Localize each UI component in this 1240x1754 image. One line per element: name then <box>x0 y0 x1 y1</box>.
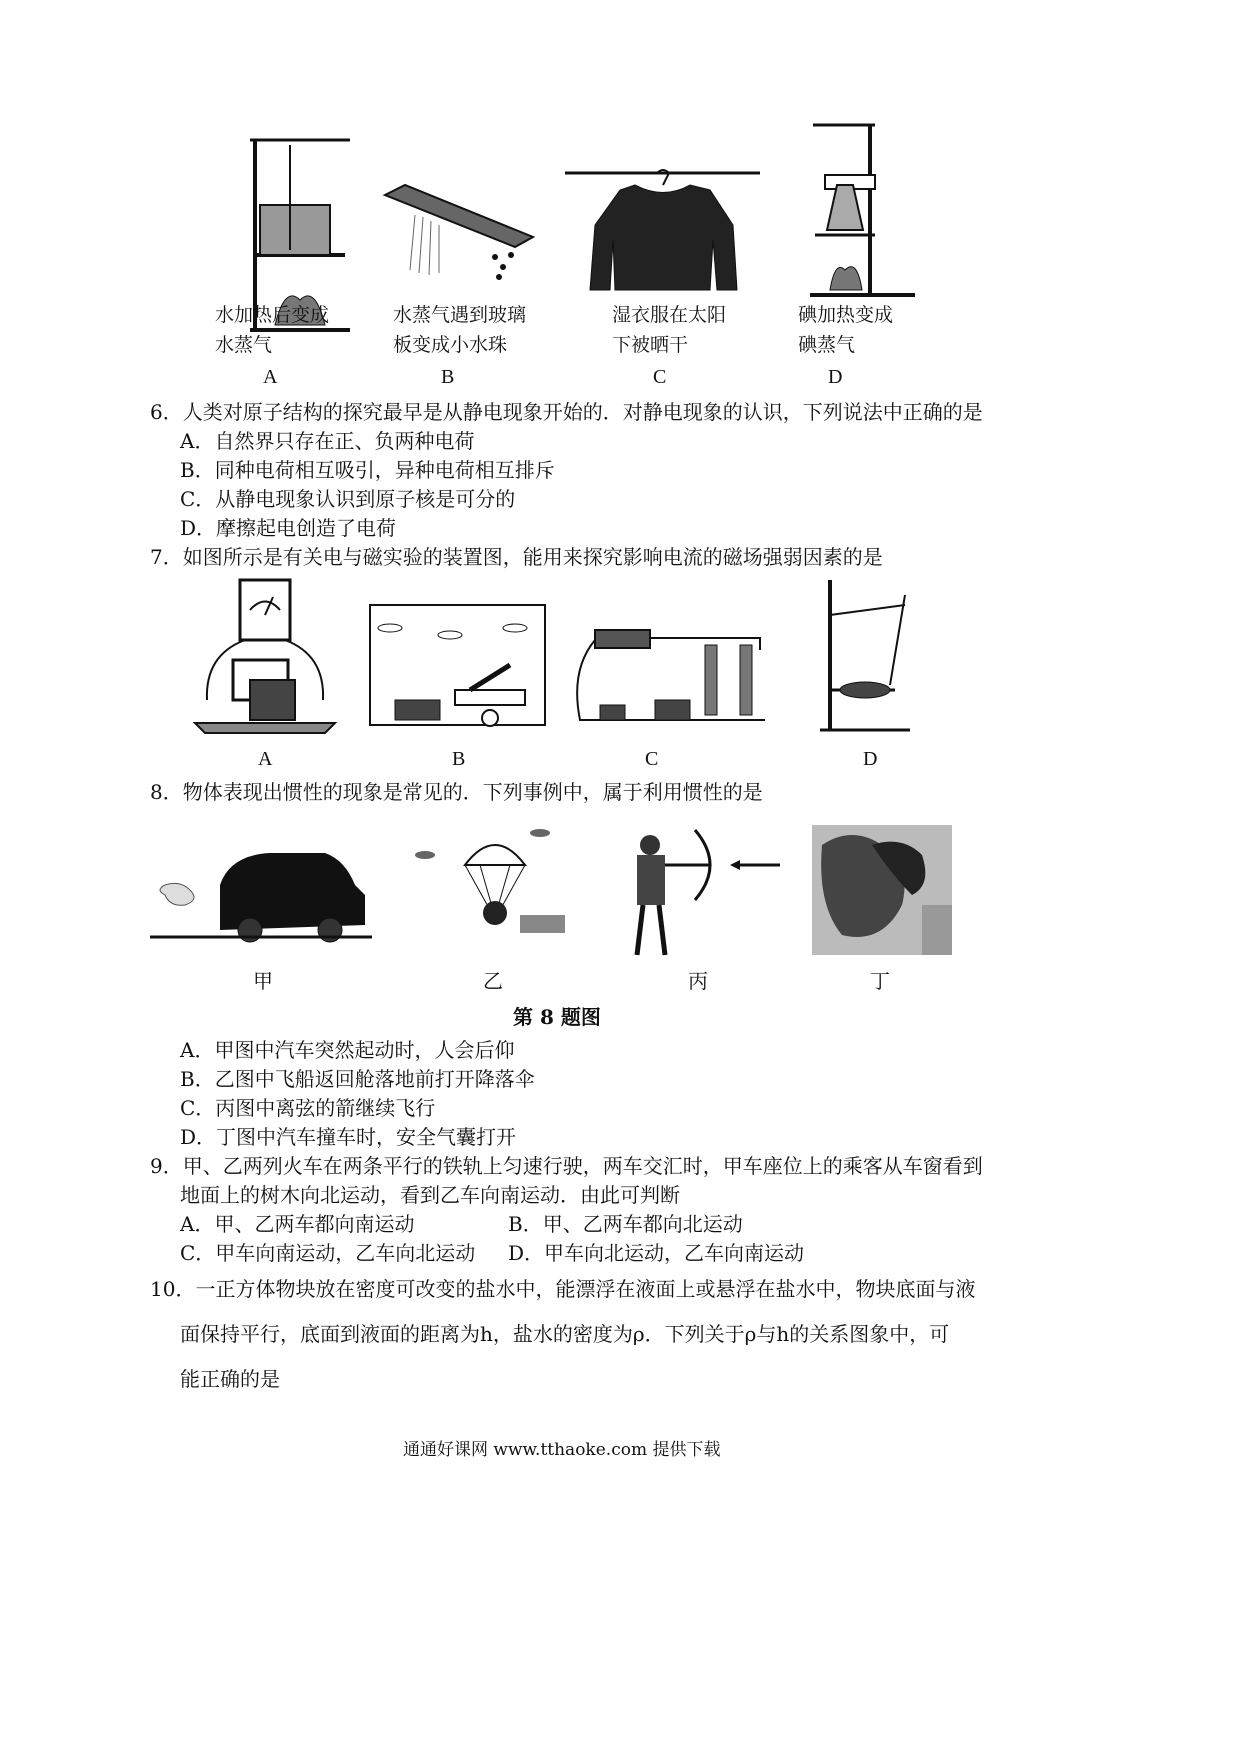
figure-7a-coil-galvanometer <box>195 575 335 735</box>
question-9-stem-line-2: 地面上的树木向北运动，看到乙车向南运动．由此可判断 <box>180 1183 680 1207</box>
question-10-line-1: 10．一正方体物块放在密度可改变的盐水中，能漂浮在液面上或悬浮在盐水中，物块底面与液 <box>150 1277 976 1301</box>
figure-7b-circuit-switch <box>365 600 550 735</box>
letter-5b: B <box>441 366 455 388</box>
question-9-option-d: D．甲车向北运动，乙车向南运动 <box>508 1241 805 1265</box>
label-8-ding: 丁 <box>870 971 890 993</box>
letter-5d: D <box>828 366 843 388</box>
question-9-option-a: A．甲、乙两车都向南运动 <box>180 1212 415 1236</box>
figure-7d-oersted-experiment <box>815 575 920 735</box>
figure-8-archer <box>625 820 785 960</box>
label-8-jia: 甲 <box>253 971 273 993</box>
page-footer: 通通好课网 www.tthaoke.com 提供下载 <box>403 1440 721 1460</box>
figure-8-parachute <box>410 825 570 940</box>
question-8-option-a: A．甲图中汽车突然起动时，人会后仰 <box>180 1038 515 1062</box>
figure-8-title: 第 8 题图 <box>513 1005 601 1029</box>
figure-8-airbag <box>812 825 952 955</box>
figure-5b-glass-plate <box>385 185 535 285</box>
figure-8-car-starting <box>150 845 375 940</box>
caption-5a: 水加热后变成 水蒸气 <box>215 304 330 356</box>
figure-7c-electromagnets <box>570 620 770 735</box>
label-8-yi: 乙 <box>483 971 503 993</box>
caption-5b: 水蒸气遇到玻璃 板变成小水珠 <box>393 304 527 356</box>
letter-5c: C <box>653 366 667 388</box>
question-6-option-b: B．同种电荷相互吸引，异种电荷相互排斥 <box>180 458 555 482</box>
question-9-option-b: B．甲、乙两车都向北运动 <box>508 1212 743 1236</box>
label-8-bing: 丙 <box>688 971 708 993</box>
letter-7d: D <box>863 748 878 770</box>
letter-7b: B <box>452 748 466 770</box>
question-6-option-c: C．从静电现象认识到原子核是可分的 <box>180 487 516 511</box>
caption-5c: 湿衣服在太阳 下被晒干 <box>612 304 727 356</box>
question-6-option-a: A．自然界只存在正、负两种电荷 <box>180 429 475 453</box>
question-10-line-3: 能正确的是 <box>180 1367 280 1391</box>
caption-5d: 碘加热变成 碘蒸气 <box>798 304 894 356</box>
letter-7a: A <box>258 748 273 770</box>
question-8-option-c: C．丙图中离弦的箭继续飞行 <box>180 1096 436 1120</box>
figure-5d-iodine-heating <box>805 120 920 300</box>
question-9-option-c: C．甲车向南运动，乙车向北运动 <box>180 1241 476 1265</box>
question-7-stem: 7．如图所示是有关电与磁实验的装置图，能用来探究影响电流的磁场强弱因素的是 <box>150 545 883 569</box>
letter-5a: A <box>263 366 278 388</box>
question-8-option-d: D．丁图中汽车撞车时，安全气囊打开 <box>180 1125 517 1149</box>
question-6-option-d: D．摩擦起电创造了电荷 <box>180 516 397 540</box>
figure-5c-wet-clothes <box>565 165 765 300</box>
letter-7c: C <box>645 748 659 770</box>
question-8-option-b: B．乙图中飞船返回舱落地前打开降落伞 <box>180 1067 535 1091</box>
question-6-stem: 6．人类对原子结构的探究最早是从静电现象开始的．对静电现象的认识，下列说法中正确的是 <box>150 400 983 424</box>
question-9-stem-line-1: 9．甲、乙两列火车在两条平行的铁轨上匀速行驶，两车交汇时，甲车座位上的乘客从车窗看到 <box>150 1154 983 1178</box>
question-8-stem: 8．物体表现出惯性的现象是常见的．下列事例中，属于利用惯性的是 <box>150 780 763 804</box>
question-10-line-2: 面保持平行，底面到液面的距离为h，盐水的密度为ρ．下列关于ρ与h的关系图象中，可 <box>180 1322 950 1346</box>
